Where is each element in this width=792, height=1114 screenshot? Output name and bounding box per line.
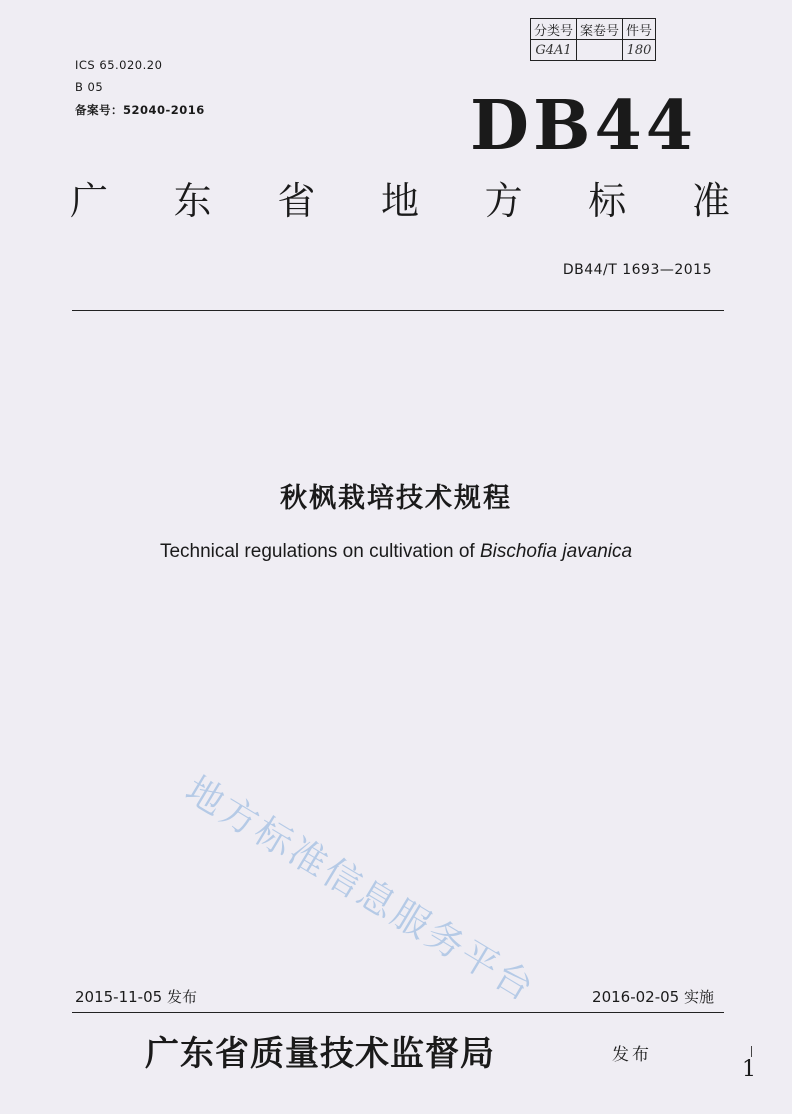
archive-stamp-table [530,18,656,61]
stamp-header-volume: 案卷号 [577,19,623,40]
standard-type-char: 广 [70,179,109,223]
title-english-prefix: Technical regulations on cultivation of [159,541,480,562]
stamp-value-row [531,40,656,61]
implement-date: 2016-02-05 实施 [592,988,714,1006]
stamp-header-classification: 分类号 [531,19,577,40]
stamp-header-row [531,19,656,40]
title-english [0,541,792,563]
standard-type-char: 方 [484,179,523,223]
standard-type [70,179,730,223]
stamp-value-volume [577,40,623,61]
standard-type-char: 东 [173,179,212,223]
issuer-name: 广东省质量技术监督局 [145,1034,495,1074]
page-mark [751,1046,752,1057]
title-english-species: Bischofia javanica [479,541,633,562]
standard-type-char: 标 [588,179,627,223]
stamp-value-classification: G4A1 [531,40,577,61]
bottom-divider [72,1012,724,1013]
standard-type-char: 省 [277,179,316,223]
stamp-value-item: 180 [623,40,656,61]
title-chinese: 秋枫栽培技术规程 [280,483,512,514]
ccs-code: B 05 [75,80,104,94]
stamp-header-item: 件号 [623,19,656,40]
standard-code: DB44 [470,86,698,166]
page-number: 1 [742,1057,756,1082]
watermark-text: 地方标准信息服务平台 [178,767,544,1011]
standard-type-char: 地 [380,179,419,223]
record-number: 备案号：52040-2016 [75,103,205,117]
standard-number: DB44/T 1693—2015 [562,262,712,278]
top-divider [72,310,724,311]
publish-date: 2015-11-05 发布 [75,988,197,1006]
ics-code: ICS 65.020.20 [75,58,163,72]
issuer-action: 发布 [612,1045,652,1065]
standard-type-char: 准 [691,179,730,223]
